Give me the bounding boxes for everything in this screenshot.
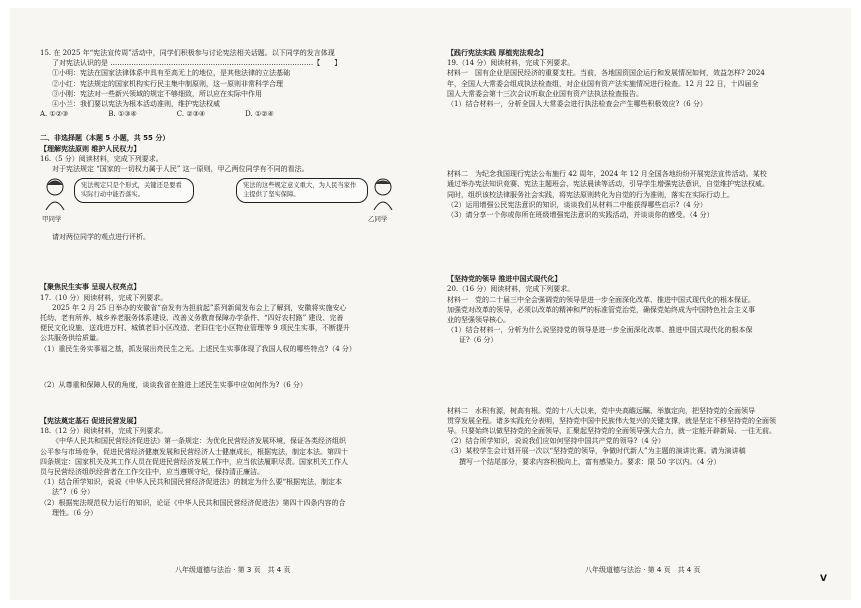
q15-choice-d: D. ①②④: [245, 110, 274, 119]
q15-option-4: ④小兰：我们要以宪法为根本活动准则，维护宪法权威: [52, 100, 220, 109]
q17-para-2: 托幼、老有所养、城乡养老服务体系建设、改善义务教育保障办学条件、“四好农村路” 建设、完善: [40, 314, 344, 323]
section2-title: 二、非选择题（本题 5 小题，共 55 分）: [40, 134, 170, 143]
q15-stem-line1: 15. 在 2025 年“宪法宣传周”活动中，同学们积极参与讨论宪法相关话题。以下同学的发言体现: [40, 49, 335, 57]
q20-task-3a: （3）某校学生会计划开展一次以“坚持党的领导，争做时代新人”为主题的演讲比赛。请为演讲稿: [447, 447, 746, 456]
q20-material2-line2: 贯穿发展全程。诸多实践充分表明，坚持党中国中民族伟大复兴的关键支撑，就是坚定不移坚持党的全面领: [447, 416, 776, 425]
q18-task-2a: （2）根据宪法规范权力运行的知识，论证《中华人民共和国民营经济促进法》第四十四条内容的合: [40, 498, 346, 507]
q20-task-1a: （1）结合材料一，分析为什么说坚持党的领导是进一步全面深化改革、推进中国式现代化的根本保: [447, 326, 753, 335]
q18-para-3: 四条规定：国家机关及其工作人员在促进民营经济发展工作中，应当依法履职尽责。国家机关工作人: [40, 457, 348, 466]
q20-task-2: （2）结合所学知识，说说我们应如何坚持中国共产党的领导?（4 分）: [447, 437, 665, 446]
q20-material2-line3: 导。只要始终以做坚持党的全面领导，汇聚起坚持党的全面领导强大合力，就一定能开辟新局、一往无前。: [447, 427, 776, 436]
q19-task-1: （1）结合材料一，分析全国人大常委会进行执法检查会产生哪些积极效应?（6 分）: [447, 100, 707, 109]
q19-task-2: （2）运用增强公民宪法意识的知识，谈谈我们从材料二中能获得哪些启示?（4 分）: [447, 200, 707, 209]
right-column: [447, 48, 827, 467]
q18-para-4: 员与民营经济组织经营者在工作交往中，应当遵规守纪，保持清正廉洁。: [40, 468, 264, 477]
q16-task: 请对两位同学的观点进行评析。: [52, 233, 150, 242]
q18-topic: 【宪法奠定基石 促进民营发展】: [40, 417, 141, 426]
student-a-figure: [42, 176, 68, 210]
q19-material1-line2: 年，全国人大常委会组成执法检查组，对企业国有资产法实施情况进行检查。12 月 22 日，十四届全: [447, 79, 759, 88]
q18-task-1a: （1）结合所学知识，说说《中华人民共和国民营经济促进法》的制定为什么要“根据宪法，制定本: [40, 478, 343, 487]
q18-task-1b: 法”?（6 分）: [52, 488, 95, 497]
q16-topic: 【理解宪法原则 维护人民权力】: [40, 144, 141, 153]
q17-task-1: （1）重民生务实事福之基，抓发展出亮民生之光。上述民生实事体现了我国人权的哪些特点?（4 分）: [40, 344, 356, 353]
q19-material2-line1: 材料二 为纪念我国现行宪法公布施行 42 周年，2024 年 12 月全国各地纷纷开展宪法宣传活动。某校: [447, 170, 767, 179]
q20-material1-line3: 业的坚强领导核心。: [447, 316, 510, 325]
q16-stem: 16.（5 分）阅读材料，完成下列要求。: [40, 154, 163, 163]
left-column: [40, 48, 435, 518]
q20-task-1b: 证?（6 分）: [459, 336, 498, 345]
q15-option-2: ②小红：宪法规定的国家机构实行民主集中制原则，这一原则非常科学合理: [52, 79, 283, 88]
q20-material1-line1: 材料一 党的二十届三中全会强调党的领导是进一步全面深化改革、推进中国式现代化的根本保证。: [447, 295, 755, 304]
q19-material2-line2: 通过举办宪法知识竞赛、宪法主题班会、宪法晨读等活动，引导学生增强宪法意识，自觉维护宪法权威。: [447, 180, 769, 189]
student-a-bubble: 宪法规定只是个形式，关键还是要看实际行动中能否落实。: [74, 178, 194, 203]
page-footer-right: 八年级道德与法治 · 第 4 页 共 4 页: [585, 566, 701, 574]
q19-stem: 19.（14 分）阅读材料，完成下列要求。: [447, 59, 575, 68]
q15-choices: [40, 109, 435, 119]
q18-task-2b: 理性。（6 分）: [52, 508, 98, 517]
q15-option-3: ③小刚：宪法对一些新兴领域的规定不够细致，所以应在实际中作用: [52, 89, 262, 98]
q15-choice-c: C. ②③④: [176, 110, 206, 119]
student-b-figure: [370, 176, 396, 210]
q15-choice-b: B. ①③④: [108, 110, 137, 119]
exam-sheet: [10, 8, 851, 600]
q16-dialogue: [40, 174, 435, 226]
q19-material1-line1: 材料一 国有企业是国民经济的重要支柱。当前，各地国资国企运行和发展情况如何，效益怎样? 2024: [447, 69, 765, 78]
q15-option-1: ①小明：宪法在国家法律体系中具有至高无上的地位，是其他法律的立法基础: [52, 69, 290, 78]
q20-task-3b: 撰写一个结尾部分，要求内容积极向上，富有感染力。要求：限 50 字以内。（4 分）: [459, 457, 721, 466]
student-b-bubble: 宪法的这些规定意义重大，为人民当家作主提供了坚实保障。: [236, 178, 368, 203]
student-b-label: 乙同学: [368, 215, 388, 224]
q20-topic: 【坚持党的领导 推进中国式现代化】: [447, 275, 562, 284]
q19-material1-line3: 国人大常委会第十三次会议听取企业国有资产法执法检查报告。: [447, 89, 643, 98]
q17-task-2: （2）从尊重和保障人权的角度，谈谈我省在推进上述民生实事中应如何作为?（6 分）: [40, 380, 307, 389]
q18-para-2: 公平参与市场竞争，促进民营经济健康发展和民营经济人士健康成长，根据宪法，制定本法。第四十: [40, 447, 348, 456]
student-a-label: 甲同学: [42, 215, 62, 224]
q15-stem-line2: 了对宪法认识的是 ……………………………………………………………………………【 】: [52, 59, 342, 68]
page-footer-left: 八年级道德与法治 · 第 3 页 共 4 页: [175, 566, 291, 574]
q17-para-3: 便民文化设施、送戏进万村、城镇老旧小区改造、老旧住宅小区物业管理等 9 项民生实事，不断提升: [40, 324, 350, 333]
q18-para-1: 《中华人民共和国民营经济促进法》第一条规定：为优化民营经济发展环境，保证各类经济组织: [52, 437, 346, 446]
q17-stem: 17.（10 分）阅读材料，完成下列要求。: [40, 293, 168, 302]
q18-stem: 18.（12 分）阅读材料，完成下列要求。: [40, 427, 168, 436]
q19-topic: 【践行宪法实践 厚植宪法观念】: [447, 49, 548, 57]
q17-topic: 【聚焦民生实事 呈现人权亮点】: [40, 283, 141, 292]
q16-intro: 对于宪法规定 “国家的一切权力属于人民” 这一原则，甲乙两位同学有不同的看法。: [52, 165, 309, 174]
q20-stem: 20.（16 分）阅读材料，完成下列要求。: [447, 285, 575, 294]
corner-mark: V: [820, 574, 827, 584]
q20-material2-line1: 材料二 水积有源，树高有根。党的十八大以来，党中央高瞻远瞩、举旗定向，把坚持党的全面领导: [447, 406, 755, 415]
q19-material2-line3: 同时，组织该校法律服务社会实践，将宪法原则转化为自觉的行为准则，落实在实际行动上。: [447, 190, 734, 199]
q19-task-3: （3）请分享一个你或你所在班级增强宪法意识的实践活动，并谈谈你的感受。（4 分）: [447, 211, 714, 220]
q17-para-4: 公共服务供给质量。: [40, 334, 103, 343]
q15-choice-a: A. ①②③: [40, 110, 69, 119]
q20-material1-line2: 加强党对改革的领导，必须以改革的精神和严的标准管党治党，确保党始终成为中国特色社会主义事: [447, 305, 755, 314]
q17-para-1: 2025 年 2 月 25 日举办的安徽省“奋发有为担前起”系列新闻发布会上了解到，安徽将实施安心: [52, 303, 347, 312]
